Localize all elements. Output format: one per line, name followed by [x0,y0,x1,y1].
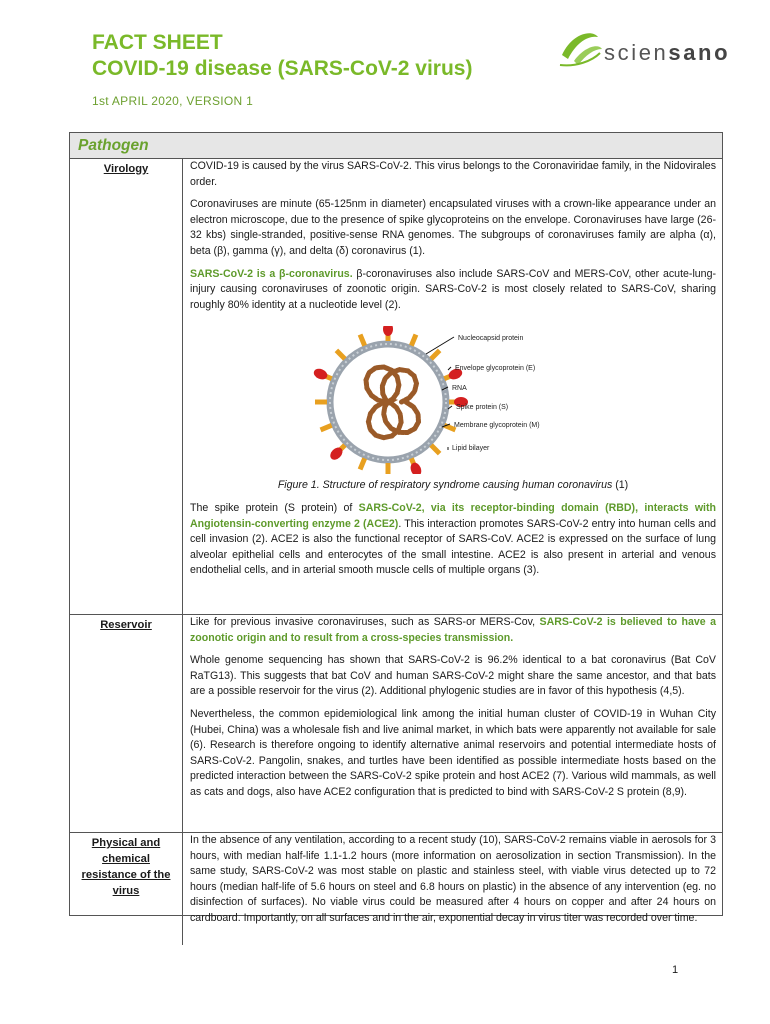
reservoir-row [70,615,722,833]
virology-paragraph-3: SARS-CoV-2 is a β-coronavirus. β-coronaviruses also include SARS-CoV and MERS-CoV, other acute-lung-injury causing coronaviruses of zoonotic origin. SARS-CoV-2 is most closely related to SARS-CoV, sharing roughly 80% identity at a nucleotide level (2). [190,267,716,311]
document-title [92,30,472,82]
row-label-virology: Virology [70,159,183,614]
spike-protein [360,459,365,470]
envelope-label: Envelope glycoprotein (E) [455,365,536,373]
spike-protein [431,445,439,453]
logo-text-light: scien [604,40,669,65]
spike-protein [409,459,424,475]
virology-paragraph-4: The spike protein (S protein) of SARS-CoV-2, via its receptor-binding domain (RBD), interacts with Angiotensin-converting enzyme 2 (ACE2). This interaction promotes SARS-CoV-2 entry into human cells and cell invasion (2). ACE2 is also the functional receptor of SARS-CoV. ACE2 is expressed on the surface of lung alveolar epithelial cells and enterocytes of the small intestine. ACE2 is also present in arterial and venous endothelial cells, and in arterial smooth muscle cells of multiple organs (3). [190,501,716,577]
spike-protein [312,367,331,382]
pathogen-table [69,132,723,924]
spike-protein [360,335,365,346]
resistance-row [70,833,722,945]
page-number: 1 [672,964,679,976]
reservoir-paragraph-2: Whole genome sequencing has shown that SARS-CoV-2 is 96.2% identical to a bat coronavirus (Bat CoV RaTG13). This suggests that bat CoV and human SARS-CoV-2 might share the same ancestor, and that bats are a possible reservoir for the virus (2). Additional phylogenic studies are in favor of this hypothesis (4,5). [190,654,716,698]
virology-content [184,159,722,579]
nucleocapsid-label: Nucleocapsid protein [458,335,524,343]
resistance-content [184,833,722,927]
title-line-2: COVID-19 disease (SARS-CoV-2 virus) [92,57,473,80]
lipid-bilayer-label: Lipid bilayer [452,445,490,453]
rna-label: RNA [452,385,467,393]
spike-protein [431,351,439,359]
coronavirus-diagram [310,326,610,474]
section-header [70,133,722,159]
spike-protein [383,326,393,341]
figure-leader-line [448,367,451,370]
logo-text [604,40,730,66]
figure-caption: Figure 1. Structure of respiratory syndrome causing human coronavirus (1) [277,479,629,492]
virology-paragraph-2: Coronaviruses are minute (65-125nm in diameter) encapsulated viruses with a crown-like appearance under an electron microscope, due to the presence of spike glycoproteins on the envelope. Coronaviruses have large (26-32 kbs) single-stranded, positive-sense RNA genomes. The subgroups of coronaviruses family are alpha (α), beta (β), gamma (γ), and delta (δ) coronavirus (1). [190,198,716,257]
title-line-1: FACT SHEET [92,31,223,54]
rna-strand [366,367,419,438]
coronavirus-figure [190,320,716,478]
section-title: Pathogen [78,137,149,154]
logo-text-bold: sano [668,40,731,65]
resistance-paragraph-1: In the absence of any ventilation, according to a recent study (10), SARS-CoV-2 remains viable in aerosols for 3 hours, with median half-life 1.1-1.2 hours (more information on aerosolization in section Transmission). In the same study, SARS-CoV-2 was most stable on plastic and stainless steel, with viable virus detected up to 72 hours (median half-life of 5.6 hours on steel and 6.8 hours on plastic) in the absence of any intervention (eg. no disinfection of surfaces). No viable virus could be measured after 4 hours on copper and after 24 hours on cardboard. Importantly, on all surfaces and in the air, exponential decay in virus titer was recorded over time. [190,834,716,924]
spike-protein [328,445,345,462]
row-label-resistance: Physical and chemical resistance of the virus [70,833,183,945]
reservoir-paragraph-1: Like for previous invasive coronaviruses, such as SARS-or MERS-Cov, SARS-CoV-2 is believed to have a zoonotic origin and to result from a cross-species transmission. [190,616,716,644]
virology-paragraph-1: COVID-19 is caused by the virus SARS-CoV-2. This virus belongs to the Coronaviridae family, in the Nidovirales order. [190,160,716,188]
row-label-reservoir: Reservoir [70,615,183,832]
spike-protein [411,335,416,346]
reservoir-paragraph-3: Nevertheless, the common epidemiological link among the initial human cluster of COVID-19 in Wuhan City (Hubei, China) was a wholesale fish and live animal market, in which bats were apparently not available for sale (6). Research is therefore ongoing to identify alternative animal reservoirs and potential intermediate hosts of SARS-CoV-2. Pangolin, snakes, and turtles have been identified as possible intermediate hosts based on the predicted interaction between the SARS-CoV-2 spike protein and host ACE2 (7). Various wild mammals, as well as cats and dogs, also have ACE2 configuration that is predicted to bind with SARS-CoV-2 S protein (8,9). [190,707,716,798]
spike-protein [336,351,344,359]
document-date: 1st APRIL 2020, VERSION 1 [92,94,254,108]
virology-row [70,159,722,615]
reservoir-content [184,615,722,801]
spike-protein [321,426,332,431]
membrane-label: Membrane glycoprotein (M) [454,422,540,430]
spike-label: Spike protein (S) [456,404,509,412]
